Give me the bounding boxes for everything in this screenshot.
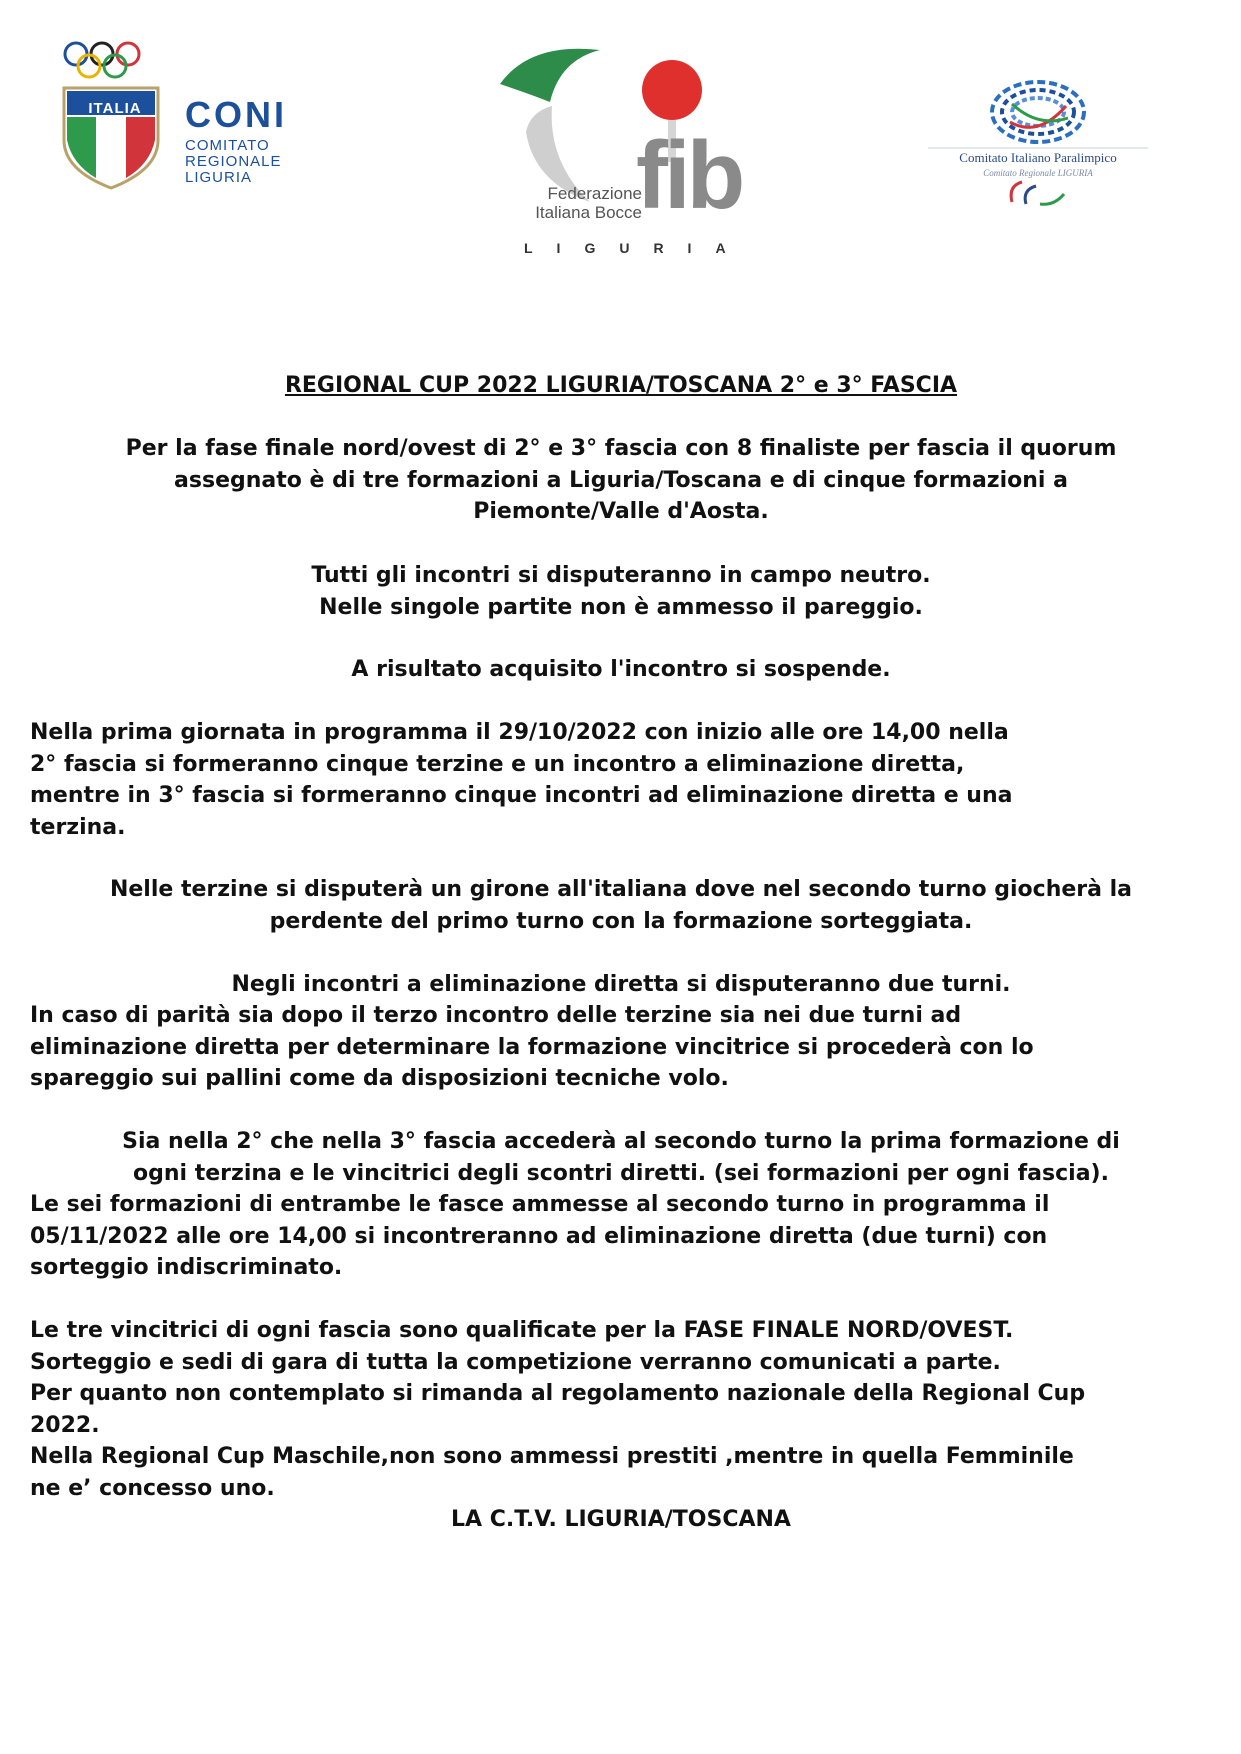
text-line: Tutti gli incontri si disputeranno in campo neutro. bbox=[311, 563, 931, 588]
text-line: terzina. bbox=[30, 814, 126, 840]
paragraph-campo-neutro bbox=[28, 560, 1214, 623]
text-line: A risultato acquisito l'incontro si sospende. bbox=[351, 657, 891, 682]
fib-logo bbox=[490, 32, 780, 262]
text-line: Nelle terzine si disputerà un girone all'italiana dove nel secondo turno giocherà la bbox=[109, 877, 1133, 902]
text-line: Le tre vincitrici di ogni fascia sono qualificate per la FASE FINALE NORD/OVEST. bbox=[30, 1318, 1014, 1343]
text-line: spareggio sui pallini come da disposizioni tecniche volo. bbox=[30, 1066, 729, 1091]
text-line: 2° fascia si formeranno cinque terzine e un incontro a eliminazione diretta, bbox=[30, 751, 965, 777]
paragraph-sei-formazioni bbox=[30, 1189, 1220, 1284]
text-line: Nella prima giornata in programma il 29/10/2022 con inizio alle ore 14,00 nella bbox=[30, 720, 1009, 745]
text-line: 2022. bbox=[30, 1412, 100, 1438]
text-line: mentre in 3° fascia si formeranno cinque incontri ad eliminazione diretta e una bbox=[30, 783, 1013, 808]
paragraph-terzine bbox=[28, 874, 1214, 937]
paragraph-eliminazione bbox=[28, 969, 1214, 1001]
cip-region: Comitato Regionale LIGURIA bbox=[983, 168, 1093, 178]
text-line: Per la fase finale nord/ovest di 2° e 3° fascia con 8 finaliste per fascia il quorum bbox=[125, 436, 1117, 461]
paragraph-parita bbox=[30, 1000, 1220, 1095]
coni-logo bbox=[58, 40, 338, 210]
text-line: In caso di parità sia dopo il terzo incontro delle terzine sia nei due turni ad bbox=[30, 1003, 962, 1028]
paragraph-prima-giornata bbox=[30, 717, 1220, 843]
coni-brand-text: CONI bbox=[185, 94, 287, 135]
text-line: Le sei formazioni di entrambe le fasce ammesse al secondo turno in programma il bbox=[30, 1192, 1050, 1217]
text-line: eliminazione diretta per determinare la formazione vincitrice si procederà con lo bbox=[30, 1034, 1034, 1060]
fib-name bbox=[524, 184, 642, 222]
coni-subtitle-line: REGIONALE bbox=[185, 153, 282, 170]
paragraph-risultato bbox=[28, 654, 1214, 686]
text-line: perdente del primo turno con la formazione sorteggiata. bbox=[269, 908, 973, 934]
fib-name-line: Federazione bbox=[547, 184, 642, 203]
text-line: ne e’ concesso uno. bbox=[30, 1475, 275, 1501]
cip-logo bbox=[918, 78, 1158, 228]
coni-badge-text: ITALIA bbox=[88, 100, 142, 117]
fib-region: LIGURIA bbox=[524, 240, 750, 256]
paragraph-quorum bbox=[28, 433, 1214, 528]
text-line: Nella Regional Cup Maschile,non sono ammessi prestiti ,mentre in quella Femminile bbox=[30, 1444, 1074, 1469]
paragraph-vincitrici bbox=[30, 1315, 1220, 1504]
signature: LA C.T.V. LIGURIA/TOSCANA bbox=[451, 1507, 791, 1532]
text-line: assegnato è di tre formazioni a Liguria/Toscana e di cinque formazioni a bbox=[174, 467, 1068, 493]
text-line: Negli incontri a eliminazione diretta si disputeranno due turni. bbox=[231, 972, 1011, 997]
fib-acronym: fib bbox=[636, 122, 742, 229]
coni-subtitle bbox=[185, 138, 282, 186]
fib-name-line: Italiana Bocce bbox=[535, 203, 642, 222]
text-line: Piemonte/Valle d'Aosta. bbox=[473, 499, 769, 524]
coni-subtitle-line: LIGURIA bbox=[185, 169, 253, 186]
cip-name: Comitato Italiano Paralimpico bbox=[959, 150, 1117, 165]
text-line: Sorteggio e sedi di gara di tutta la competizione verranno comunicati a parte. bbox=[30, 1349, 1001, 1375]
text-line: 05/11/2022 alle ore 14,00 si incontreranno ad eliminazione diretta (due turni) con bbox=[30, 1223, 1048, 1249]
text-line: Sia nella 2° che nella 3° fascia accederà al secondo turno la prima formazione di bbox=[122, 1129, 1120, 1154]
text-line: Nelle singole partite non è ammesso il pareggio. bbox=[319, 594, 923, 620]
text-line: ogni terzina e le vincitrici degli scontri diretti. (sei formazioni per ogni fascia). bbox=[133, 1160, 1109, 1186]
coni-subtitle-line: COMITATO bbox=[185, 137, 270, 154]
document-title: REGIONAL CUP 2022 LIGURIA/TOSCANA 2° e 3° FASCIA bbox=[284, 373, 958, 398]
text-line: sorteggio indiscriminato. bbox=[30, 1255, 343, 1280]
text-line: Per quanto non contemplato si rimanda al regolamento nazionale della Regional Cup bbox=[30, 1381, 1086, 1406]
paragraph-secondo-turno bbox=[28, 1126, 1214, 1189]
